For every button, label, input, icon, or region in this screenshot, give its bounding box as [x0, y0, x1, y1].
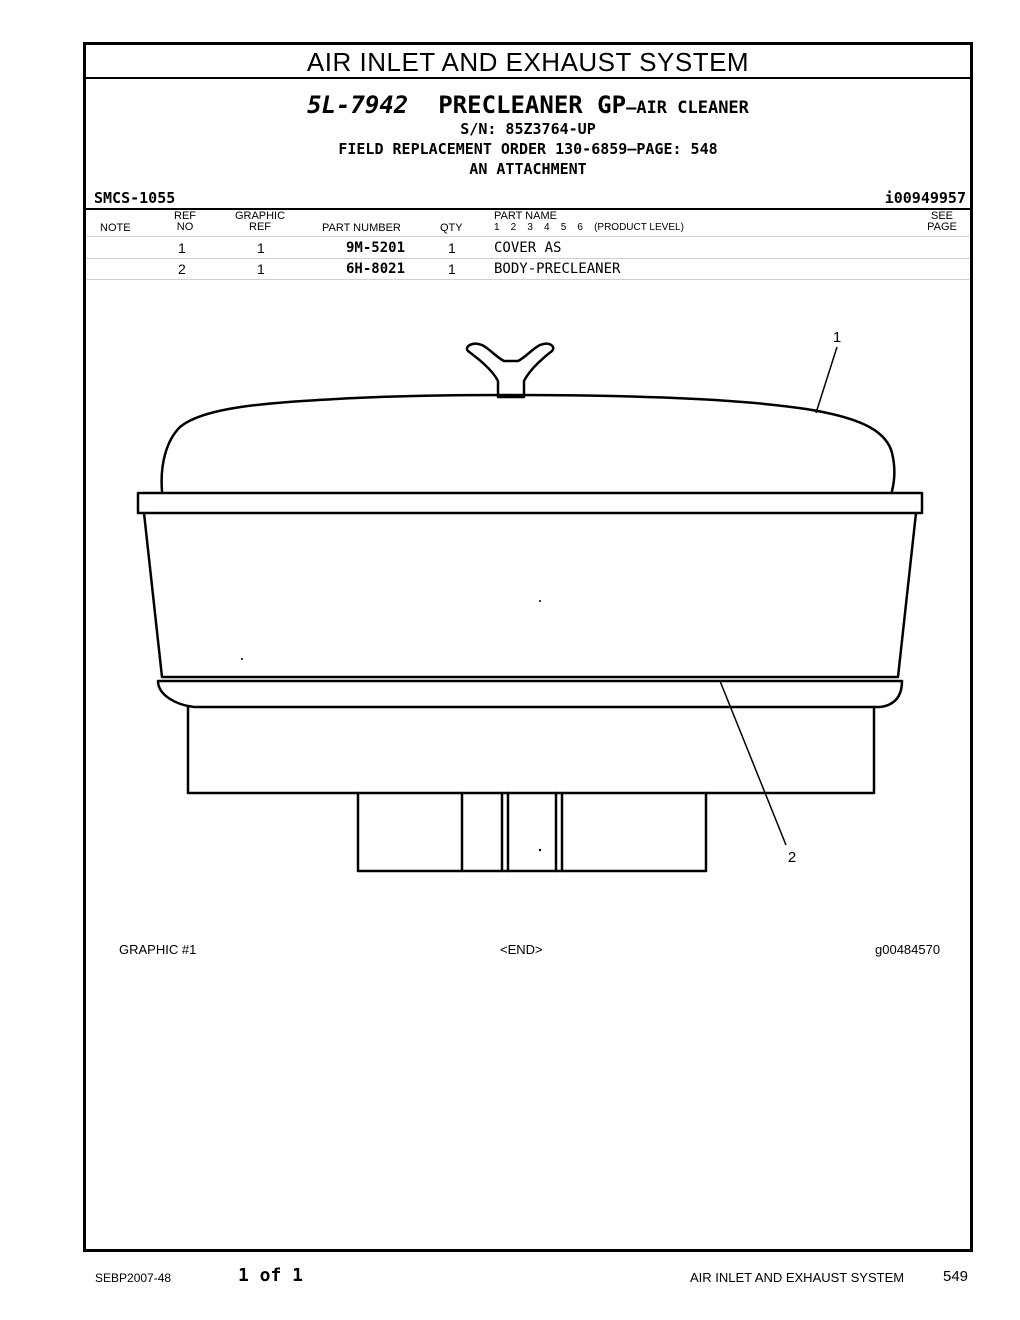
attachment-note: AN ATTACHMENT: [469, 160, 587, 178]
group-part-name-suffix: —AIR CLEANER: [626, 98, 749, 118]
graphic-end: <END>: [500, 942, 543, 957]
col-graphic-top: GRAPHIC: [234, 210, 286, 222]
col-part-number: PART NUMBER: [322, 222, 401, 234]
lower-rim: [158, 681, 902, 707]
leader-line-1: [816, 347, 837, 413]
col-graphic-bottom: REF: [249, 221, 271, 233]
page-frame: [83, 42, 973, 1252]
illustration-id: i00949957: [884, 189, 966, 207]
outlet-tube: [358, 793, 706, 871]
callout-1: 1: [832, 329, 842, 346]
group-part-number: 5L-7942: [307, 91, 409, 119]
cover-dome: [162, 395, 895, 491]
row-part-number: 6H-8021: [346, 261, 406, 277]
footer-pagination: 1 of 1: [238, 1265, 304, 1286]
group-part-name: PRECLEANER GP: [438, 91, 627, 119]
col-qty: QTY: [440, 222, 463, 234]
col-see-bottom: PAGE: [927, 221, 957, 233]
bowl-body: [144, 513, 916, 677]
row-part-number: 9M-5201: [346, 240, 406, 256]
col-note: NOTE: [100, 222, 131, 234]
wing-nut: [467, 344, 553, 397]
col-product-levels: 1 2 3 4 5 6 (PRODUCT LEVEL): [494, 222, 684, 233]
col-ref-bottom: NO: [176, 221, 194, 233]
field-replacement-order: FIELD REPLACEMENT ORDER 130-6859—PAGE: 548: [338, 140, 718, 158]
row-qty: 1: [448, 261, 456, 277]
row-ref: 1: [178, 240, 186, 256]
row-graphic: 1: [257, 240, 265, 256]
smcs-code: SMCS-1055: [94, 189, 176, 207]
leader-line-2: [720, 681, 786, 845]
row-ref: 2: [178, 261, 186, 277]
col-ref-top: REF: [174, 210, 196, 222]
serial-number: S/N: 85Z3764-UP: [460, 120, 596, 138]
precleaner-illustration: [86, 45, 970, 1249]
cover-rim: [138, 493, 922, 513]
footer-page-number: 549: [943, 1268, 969, 1285]
footer-section: AIR INLET AND EXHAUST SYSTEM: [690, 1270, 905, 1285]
section-title: AIR INLET AND EXHAUST SYSTEM: [86, 45, 970, 79]
callout-2: 2: [787, 849, 797, 866]
footer-doc-id: SEBP2007-48: [95, 1271, 172, 1285]
graphic-label: GRAPHIC #1: [119, 942, 197, 957]
row-part-name: BODY-PRECLEANER: [494, 261, 621, 277]
col-see-top: SEE: [930, 210, 953, 222]
row-graphic: 1: [257, 261, 265, 277]
base-block: [188, 707, 874, 793]
col-part-name-label: PART NAME: [494, 210, 557, 222]
graphic-id: g00484570: [875, 942, 941, 957]
row-qty: 1: [448, 240, 456, 256]
row-part-name: COVER AS: [494, 240, 562, 256]
